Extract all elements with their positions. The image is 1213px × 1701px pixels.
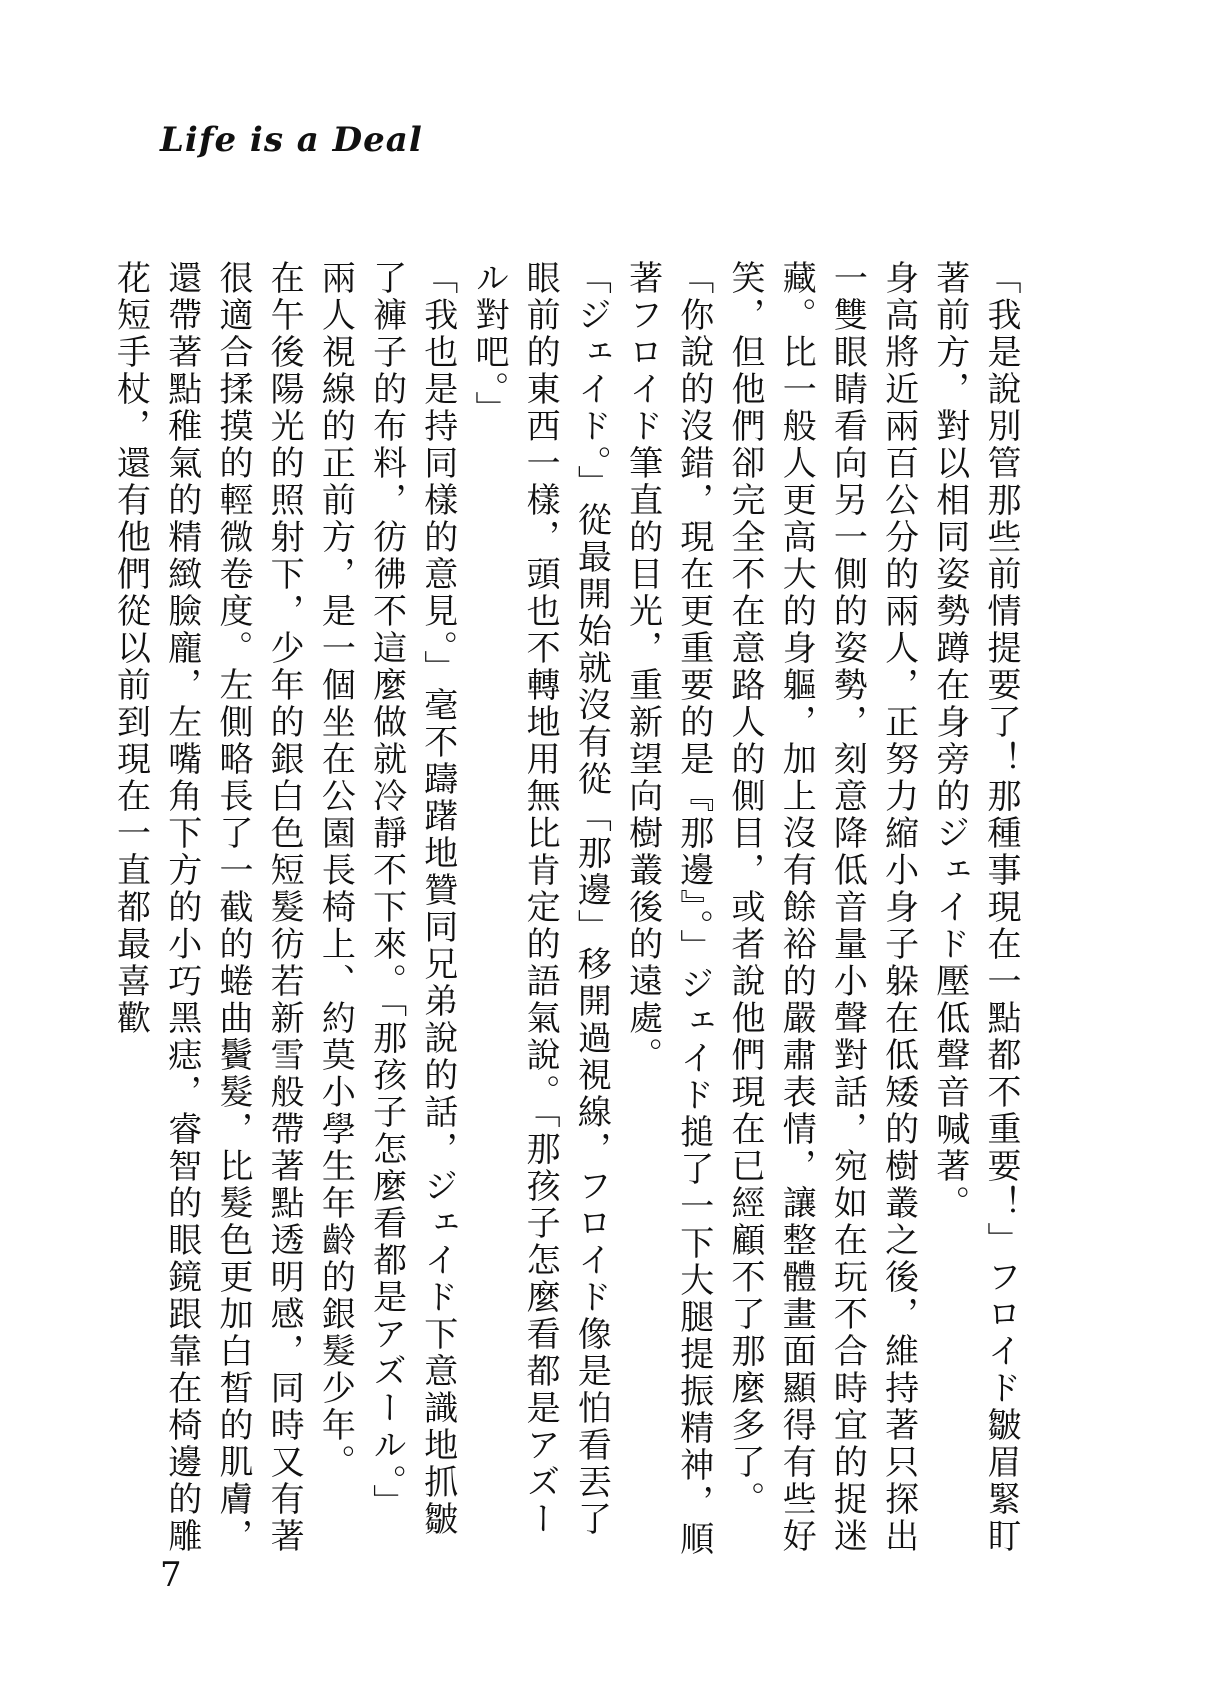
paragraph: 在午後陽光的照射下，少年的銀白色短髮彷若新雪般帶著點透明感，同時又有著很適合揉摸的輕微卷度。左側略長了一截的蜷曲鬢髮，比髮色更加白皙的肌膚，還帶著點稚氣的精緻臉龐，左嘴角下方的小巧黑痣，睿智的眼鏡跟靠在椅邊的雕花短手杖，還有他們從以前到現在一直都最喜歡 xyxy=(110,260,305,1555)
page-number: 7 xyxy=(160,1555,182,1595)
paragraph: 兩人視線的正前方，是一個坐在公園長椅上、約莫小學生年齡的銀髮少年。 xyxy=(315,260,356,1481)
running-title: Life is a Deal xyxy=(160,120,423,160)
paragraph: 「我也是持同樣的意見。」毫不躊躇地贊同兄弟說的話，ジェイド下意識地抓皺了褲子的布料，彷彿不這麼做就冷靜不下來。「那孩子怎麼看都是アズール。」 xyxy=(366,260,458,1538)
paragraph: 身高將近兩百公分的兩人，正努力縮小身子躲在低矮的樹叢之後，維持著只探出一雙眼睛看向另一側的姿勢，刻意降低音量小聲對話，宛如在玩不合時宜的捉迷藏。比一般人更高大的身軀，加上沒有餘裕的嚴肅表情，讓整體畫面顯得有些好笑，但他們卻完全不在意路人的側目，或者說他們現在已經顧不了那麼多了。 xyxy=(724,260,919,1555)
vertical-body-text xyxy=(110,260,1026,1560)
paragraph: 「我是說別管那些前情提要了！那種事現在一點都不重要！」フロイド皺眉緊盯著前方，對以相同姿勢蹲在身旁的ジェイド壓低聲音喊著。 xyxy=(929,260,1021,1555)
paragraph: 「ジェイド。」從最開始就沒有從「那邊」移開過視線，フロイド像是怕看丟了眼前的東西一樣，頭也不轉地用無比肯定的語氣說。「那孩子怎麼看都是アズール對吧。」 xyxy=(468,260,612,1538)
paragraph: 「你說的沒錯，現在更重要的是『那邊』。」ジェイド搥了一下大腿提振精神，順著フロイド筆直的目光，重新望向樹叢後的遠處。 xyxy=(622,260,714,1558)
